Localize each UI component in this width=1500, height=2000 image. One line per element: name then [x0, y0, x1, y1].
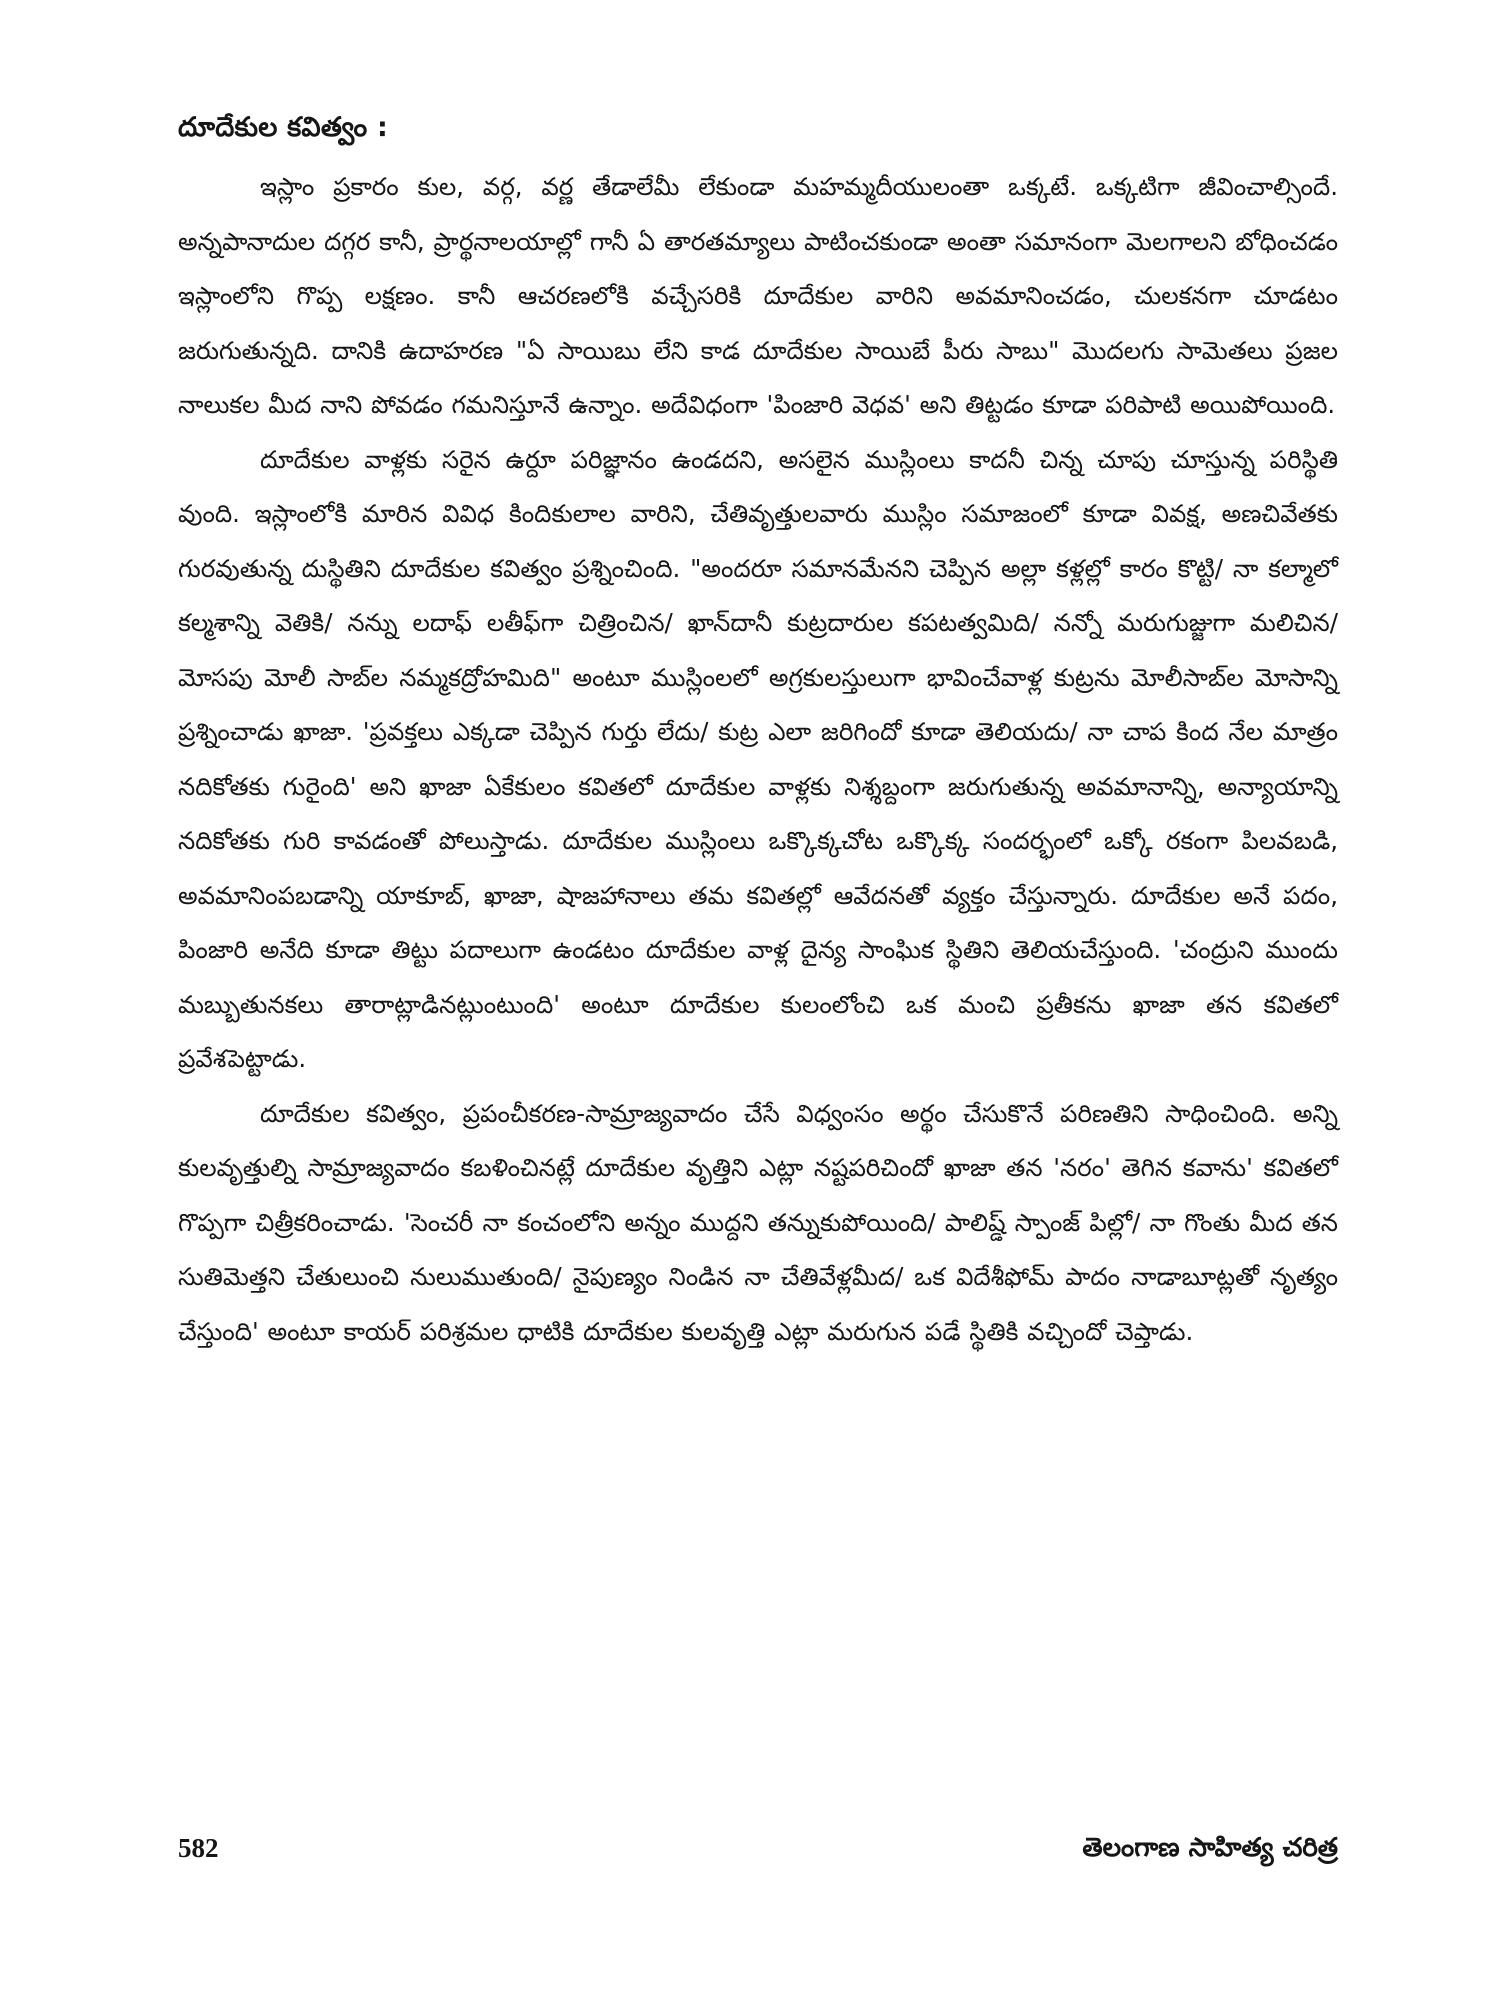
- page-footer: [178, 1828, 1338, 1868]
- section-heading: దూదేకుల కవిత్వం :: [178, 112, 388, 143]
- paragraph-2: దూదేకుల వాళ్లకు సరైన ఉర్దూ పరిజ్ఞానం ఉండదని, అసలైన ముస్లింలు కాదనీ చిన్న చూపు చూస్తున్న పరిస్థితి వుంది. ఇస్లాంలోకి మారిన వివిధ కిందికులాల వారిని, చేతివృత్తులవారు ముస్లిం సమాజంలో కూడా వివక్ష, అణచివేతకు గురవుతున్న దుస్థితిని దూదేకుల కవిత్వం ప్రశ్నించింది. "అందరూ సమానమేనని చెప్పిన అల్లా కళ్లల్లో కారం కొట్టి/ నా కల్మాలో కల్మశాన్ని వెతికి/ నన్ను లదాఫ్ లతీఫ్‌గా చిత్రించిన/ ఖాన్‌దానీ కుట్రదారుల కపటత్వమిది/ నన్నో మరుగుజ్జుగా మలిచిన/ మోసపు మోలీ సాబ్‌ల నమ్మకద్రోహమిది" అంటూ ముస్లింలలో అగ్రకులస్తులుగా భావించేవాళ్ల కుట్రను మోలీసాబ్‌ల మోసాన్ని ప్రశ్నించాడు ఖాజా. 'ప్రవక్తలు ఎక్కడా చెప్పిన గుర్తు లేదు/ కుట్ర ఎలా జరిగిందో కూడా తెలియదు/ నా చాప కింద నేల మాత్రం నదికోతకు గురైంది' అని ఖాజా ఏకేకులం కవితలో దూదేకుల వాళ్లకు నిశ్శబ్దంగా జరుగుతున్న అవమానాన్ని, అన్యాయాన్ని నదికోతకు గురి కావడంతో పోలుస్తాడు. దూదేకుల ముస్లింలు ఒక్కొక్కచోట ఒక్కొక్క సందర్భంలో ఒక్కో రకంగా పిలవబడి, అవమానింపబడాన్ని యాకూబ్, ఖాజా, షాజహానాలు తమ కవితల్లో ఆవేదనతో వ్యక్తం చేస్తున్నారు. దూదేకుల అనే పదం, పింజారి అనేది కూడా తిట్టు పదాలుగా ఉండటం దూదేకుల వాళ్ల దైన్య సాంఘిక స్థితిని తెలియచేస్తుంది. 'చంద్రుని ముందు మబ్బుతునకలు తారాట్లాడినట్లుంటుంది' అంటూ దూదేకుల కులంలోంచి ఒక మంచి ప్రతీకను ఖాజా తన కవితలో ప్రవేశపెట్టాడు.: [178, 444, 1338, 1073]
- page-number: 582: [178, 1833, 219, 1863]
- document-page: [178, 108, 1338, 1958]
- paragraph-3: దూదేకుల కవిత్వం, ప్రపంచీకరణ-సామ్రాజ్యవాదం చేసే విధ్వంసం అర్థం చేసుకొనే పరిణతిని సాధించింది. అన్ని కులవృత్తుల్ని సామ్రాజ్యవాదం కబళించినట్లే దూదేకుల వృత్తిని ఎట్లా నష్టపరిచిందో ఖాజా తన 'నరం' తెగిన కవాను' కవితలో గొప్పగా చిత్రీకరించాడు. 'సెంచరీ నా కంచంలోని అన్నం ముద్దని తన్నుకుపోయింది/ పాలిష్డ్ స్పాంజ్ పిల్లో/ నా గొంతు మీద తన సుతిమెత్తని చేతులుంచి నులుముతుంది/ నైపుణ్యం నిండిన నా చేతివేళ్లమీద/ ఒక విదేశీఫోమ్ పాదం నాడాబూట్లతో నృత్యం చేస్తుంది' అంటూ కాయర్ పరిశ్రమల ధాటికి దూదేకుల కులవృత్తి ఎట్లా మరుగున పడే స్థితికి వచ్చిందో చెప్తాడు.: [178, 1098, 1338, 1346]
- book-title: తెలంగాణ సాహిత్య చరిత్ర: [1082, 1833, 1338, 1863]
- paragraph-1: ఇస్లాం ప్రకారం కుల, వర్గ, వర్ణ తేడాలేమీ లేకుండా మహమ్మదీయులంతా ఒక్కటే. ఒక్కటిగా జీవించాల్సిందే. అన్నపానాదుల దగ్గర కానీ, ప్రార్థనాలయాల్లో గానీ ఏ తారతమ్యాలు పాటించకుండా అంతా సమానంగా మెలగాలని బోధించడం ఇస్లాంలోని గొప్ప లక్షణం. కానీ ఆచరణలోకి వచ్చేసరికి దూదేకుల వారిని అవమానించడం, చులకనగా చూడటం జరుగుతున్నది. దానికి ఉదాహరణ "ఏ సాయిబు లేని కాడ దూదేకుల సాయిబే పీరు సాబు" మొదలగు సామెతలు ప్రజల నాలుకల మీద నాని పోవడం గమనిస్తూనే ఉన్నాం. అదేవిధంగా 'పింజారి వెధవ' అని తిట్టడం కూడా పరిపాటి అయిపోయింది.: [178, 172, 1338, 419]
